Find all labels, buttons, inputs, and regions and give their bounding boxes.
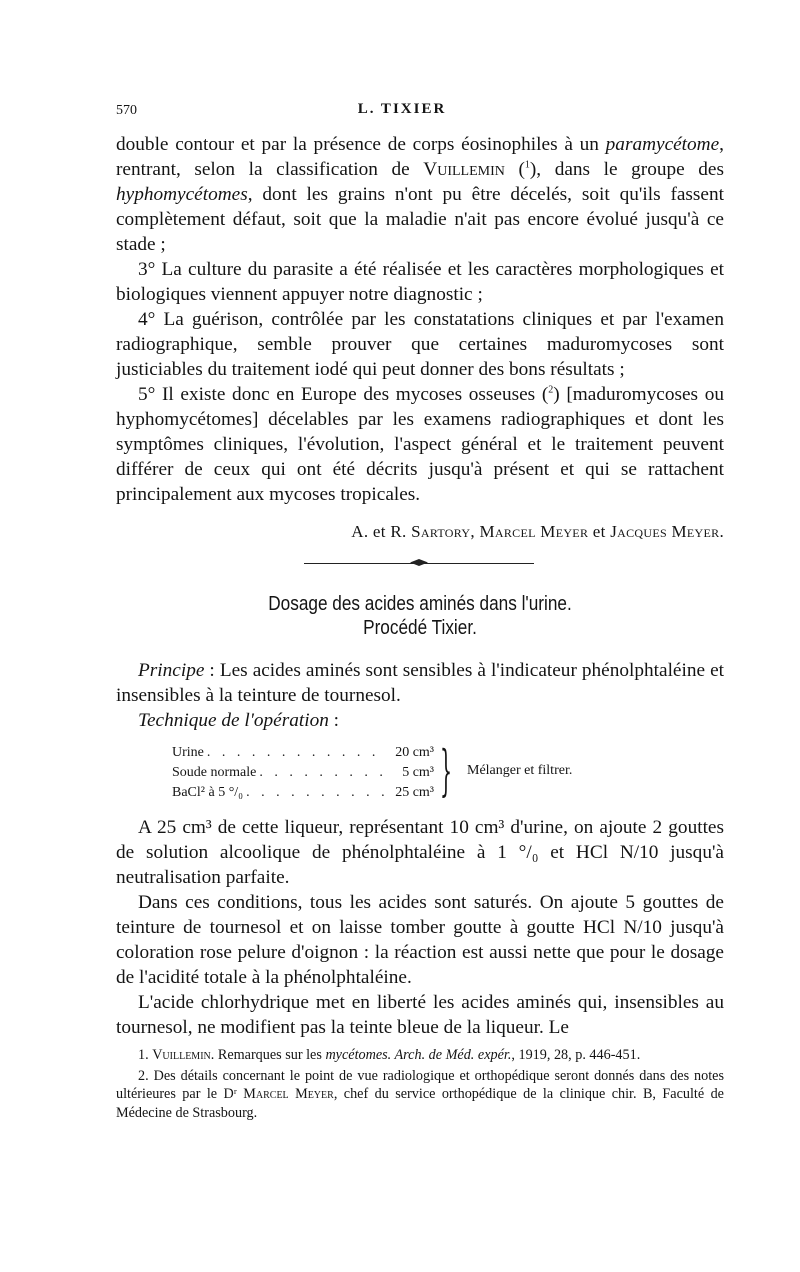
page-number: 570: [116, 103, 137, 118]
article-title: Dosage des acides aminés dans l'urine. Procédé Tixier.: [268, 593, 572, 639]
footnote-2: 2. Des détails concernant le point de vue radiologique et orthopédique seront donnés dans des notes ultérieures par le Dʳ Marcel Meyer, chef du service orthopédique de la clinique chir. B, Faculté de Médecine de Strasbourg.: [116, 1067, 724, 1121]
point-3: 3° La culture du parasite a été réalisée et les caractères morphologiques et biologiques viennent appuyer notre diagnostic ;: [116, 259, 724, 305]
body-paragraph-2: Dans ces conditions, tous les acides sont saturés. On ajoute 5 gouttes de teinture de tournesol et on laisse tomber goutte à goutte HCl N/10 jusqu'à coloration rose pelure d'oignon : la réaction est aussi nette que pour le dosage de l'acidité totale à la phénolphtaléine.: [116, 892, 724, 988]
page-body: [116, 132, 724, 1040]
recipe-table: [172, 739, 724, 805]
recipe-row: Urine . . . 20 cm³: [172, 745, 434, 761]
author-name: Vuillemin: [423, 159, 505, 180]
point-5: 5° Il existe donc en Europe des mycoses osseuses ($^2$) [maduromycoses ou hyphomycétomes] décelables par les examens radiographiques et dont les symptômes cliniques, l'évolution, l'aspect général et le traitement peuvent différer de ceux qui ont été décrits jusqu'à présent et qui se rattachent principalement aux mycoses tropicales.: [116, 384, 724, 505]
footnote-ref-2[interactable]: 2: [548, 384, 554, 396]
divider-diamond-icon: [410, 559, 428, 566]
recipe-note: Mélanger et filtrer.: [467, 763, 573, 778]
body-paragraph-3: L'acide chlorhydrique met en liberté les acides aminés qui, insensibles au tournesol, ne modifient pas la teinte bleue de la liqueur. Le: [116, 992, 724, 1038]
body-paragraph-1: A 25 cm³ de cette liqueur, représentant 10 cm³ d'urine, on ajoute 2 gouttes de solution alcoolique de phénolphtaléine à 1 °/₀ et HCl N/10 jusqu'à neutralisation parfaite.: [116, 817, 724, 888]
footnote-ref-1[interactable]: 1: [524, 159, 530, 171]
running-title: L. TIXIER: [357, 101, 447, 117]
recipe-row: BaCl² à 5 °/₀ . . . 25 cm³: [172, 785, 434, 801]
principle-paragraph: Principe : Les acides aminés sont sensibles à l'indicateur phénolphtaléine et insensibles à la teinture de tournesol.: [116, 660, 724, 706]
section-divider: [116, 544, 724, 584]
point-4: 4° La guérison, contrôlée par les constatations cliniques et par l'examen radiographique, semble prouver que certaines maduromycoses sont justiciables du traitement iodé qui peut donner des bons résultats ;: [116, 309, 724, 380]
footnote-1: 1. Vuillemin. Remarques sur les mycétomes. Arch. de Méd. expér., 1919, 28, p. 446-451.: [138, 1047, 641, 1063]
curly-brace-icon: }: [440, 739, 453, 802]
recipe-row: Soude normale . . . 5 cm³: [172, 765, 434, 781]
footnotes: [116, 1046, 724, 1122]
continuation-paragraph: double contour et par la présence de corps éosinophiles à un paramycétome, rentrant, selon la classification de Vuillemin ($^1$), dans le groupe des hyphomycétomes, dont les grains n'ont pu être décelés, soit qu'ils fassent complètement défaut, soit que la maladie n'ait pas encore évolué jusqu'à ce stade ;: [116, 134, 724, 255]
technique-heading: Technique de l'opération :: [138, 710, 340, 731]
signature: A. et R. Sartory, Marcel Meyer et Jacques Meyer.: [351, 522, 724, 541]
